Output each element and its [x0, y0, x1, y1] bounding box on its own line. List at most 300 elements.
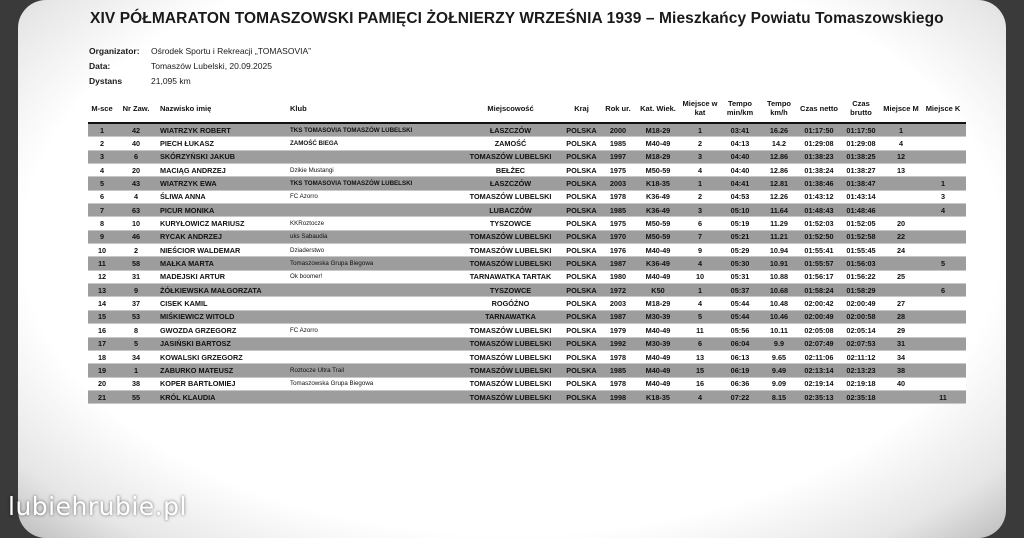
row-net-time: 01:29:08 — [798, 137, 840, 150]
table-row — [88, 310, 966, 323]
row-category-place: 1 — [680, 177, 720, 190]
row-city: TOMASZÓW LUBELSKI — [458, 190, 563, 203]
row-city: ZAMOŚĆ — [458, 137, 563, 150]
row-place-m: 34 — [882, 350, 920, 363]
row-pace: 04:40 — [720, 164, 760, 177]
row-pace: 04:53 — [720, 190, 760, 203]
table-row — [88, 337, 966, 350]
row-gross-time: 02:13:23 — [840, 364, 882, 377]
row-category: M40-49 — [636, 364, 680, 377]
row-place-m — [882, 257, 920, 270]
row-city: TOMASZÓW LUBELSKI — [458, 230, 563, 243]
row-gross-time: 01:48:46 — [840, 204, 882, 217]
page-title: XIV PÓŁMARATON TOMASZOWSKI PAMIĘCI ŻOŁNIERZY WRZEŚNIA 1939 – Mieszkańcy Powiatu Tomaszowskiego — [90, 10, 944, 27]
row-category: M40-49 — [636, 270, 680, 283]
row-category: M40-49 — [636, 350, 680, 363]
row-place: 19 — [88, 364, 116, 377]
row-place: 9 — [88, 230, 116, 243]
row-year: 1987 — [600, 310, 636, 323]
row-place-m: 29 — [882, 324, 920, 337]
row-speed: 10.11 — [760, 324, 798, 337]
row-category: M18-29 — [636, 123, 680, 137]
row-category: M40-49 — [636, 244, 680, 257]
row-category: K36-49 — [636, 204, 680, 217]
row-category: M30-39 — [636, 310, 680, 323]
row-number: 4 — [116, 190, 156, 203]
row-year: 2003 — [600, 177, 636, 190]
row-year: 1975 — [600, 217, 636, 230]
row-pace: 05:56 — [720, 324, 760, 337]
row-net-time: 02:11:06 — [798, 350, 840, 363]
row-category-place: 3 — [680, 150, 720, 163]
row-country: POLSKA — [563, 284, 600, 297]
header-category-place: Miejsce w kat — [680, 94, 720, 123]
row-country: POLSKA — [563, 337, 600, 350]
row-name: CISEK KAMIL — [156, 297, 286, 310]
row-city: BEŁŻEC — [458, 164, 563, 177]
row-name: MADEJSKI ARTUR — [156, 270, 286, 283]
row-place-k — [920, 310, 966, 323]
row-number: 1 — [116, 364, 156, 377]
row-number: 46 — [116, 230, 156, 243]
results-table — [88, 94, 966, 404]
row-category-place: 5 — [680, 310, 720, 323]
row-net-time: 01:55:41 — [798, 244, 840, 257]
row-club: ZAMOŚĆ BIEGA — [286, 137, 458, 150]
row-place: 2 — [88, 137, 116, 150]
row-category-place: 4 — [680, 390, 720, 403]
meta-label: Organizator: — [89, 46, 140, 56]
row-country: POLSKA — [563, 270, 600, 283]
row-club: TKS TOMASOVIA TOMASZÓW LUBELSKI — [286, 123, 458, 137]
row-place-k — [920, 137, 966, 150]
row-number: 63 — [116, 204, 156, 217]
row-number: 2 — [116, 244, 156, 257]
meta-value: Ośrodek Sportu i Rekreacji „TOMASOVIA” — [151, 46, 311, 56]
row-city: TOMASZÓW LUBELSKI — [458, 257, 563, 270]
row-year: 1978 — [600, 190, 636, 203]
row-city: ŁASZCZÓW — [458, 177, 563, 190]
row-country: POLSKA — [563, 190, 600, 203]
row-country: POLSKA — [563, 217, 600, 230]
header-city: Miejscowość — [458, 94, 563, 123]
row-club: Tomaszowska Grupa Biegowa — [286, 377, 458, 390]
row-gross-time: 01:55:45 — [840, 244, 882, 257]
row-net-time: 01:55:57 — [798, 257, 840, 270]
row-category-place: 16 — [680, 377, 720, 390]
row-club: FC Azorro — [286, 324, 458, 337]
row-category-place: 2 — [680, 137, 720, 150]
row-place: 8 — [88, 217, 116, 230]
row-city: ŁASZCZÓW — [458, 123, 563, 137]
row-country: POLSKA — [563, 204, 600, 217]
row-country: POLSKA — [563, 364, 600, 377]
row-category-place: 15 — [680, 364, 720, 377]
row-gross-time: 01:17:50 — [840, 123, 882, 137]
row-category-place: 9 — [680, 244, 720, 257]
row-place-m — [882, 177, 920, 190]
row-net-time: 01:38:46 — [798, 177, 840, 190]
row-number: 40 — [116, 137, 156, 150]
row-category-place: 10 — [680, 270, 720, 283]
row-pace: 05:31 — [720, 270, 760, 283]
table-header — [88, 94, 966, 123]
row-place-m: 31 — [882, 337, 920, 350]
row-speed: 12.86 — [760, 164, 798, 177]
row-place-k: 1 — [920, 177, 966, 190]
row-speed: 9.09 — [760, 377, 798, 390]
row-category: K18-35 — [636, 177, 680, 190]
row-speed: 12.81 — [760, 177, 798, 190]
row-number: 38 — [116, 377, 156, 390]
row-place-k — [920, 377, 966, 390]
row-gross-time: 01:52:05 — [840, 217, 882, 230]
row-name: WIATRZYK ROBERT — [156, 123, 286, 137]
row-city: TARNAWATKA — [458, 310, 563, 323]
row-category-place: 1 — [680, 284, 720, 297]
row-place-k: 4 — [920, 204, 966, 217]
table-row — [88, 230, 966, 243]
row-club — [286, 297, 458, 310]
row-number: 10 — [116, 217, 156, 230]
row-gross-time: 02:19:18 — [840, 377, 882, 390]
table-row — [88, 257, 966, 270]
row-place-k: 5 — [920, 257, 966, 270]
header-name: Nazwisko imię — [156, 94, 286, 123]
row-place-k — [920, 350, 966, 363]
header-pace: Tempo min/km — [720, 94, 760, 123]
row-speed: 9.49 — [760, 364, 798, 377]
row-name: KOPER BARTŁOMIEJ — [156, 377, 286, 390]
row-name: KRÓL KLAUDIA — [156, 390, 286, 403]
row-pace: 06:13 — [720, 350, 760, 363]
header-place-m: Miejsce M — [882, 94, 920, 123]
row-speed: 11.29 — [760, 217, 798, 230]
row-place-m: 25 — [882, 270, 920, 283]
row-gross-time: 01:43:14 — [840, 190, 882, 203]
row-year: 1979 — [600, 324, 636, 337]
row-city: TYSZOWCE — [458, 284, 563, 297]
row-name: ŻÓŁKIEWSKA MAŁGORZATA — [156, 284, 286, 297]
row-year: 1998 — [600, 390, 636, 403]
row-category-place: 2 — [680, 190, 720, 203]
row-club: TKS TOMASOVIA TOMASZÓW LUBELSKI — [286, 177, 458, 190]
row-place: 17 — [88, 337, 116, 350]
row-year: 1976 — [600, 244, 636, 257]
table-row — [88, 204, 966, 217]
row-number: 53 — [116, 310, 156, 323]
row-number: 20 — [116, 164, 156, 177]
header-nr: Nr Zaw. — [116, 94, 156, 123]
row-number: 43 — [116, 177, 156, 190]
row-place-k — [920, 337, 966, 350]
row-place-m: 38 — [882, 364, 920, 377]
meta-label: Dystans — [89, 76, 123, 86]
row-category-place: 11 — [680, 324, 720, 337]
row-place-m: 28 — [882, 310, 920, 323]
row-pace: 05:30 — [720, 257, 760, 270]
table-row — [88, 270, 966, 283]
row-place: 12 — [88, 270, 116, 283]
table-row — [88, 350, 966, 363]
row-category-place: 4 — [680, 257, 720, 270]
row-place-m: 12 — [882, 150, 920, 163]
row-speed: 14.2 — [760, 137, 798, 150]
row-country: POLSKA — [563, 150, 600, 163]
table-row — [88, 377, 966, 390]
row-pace: 05:44 — [720, 297, 760, 310]
row-place-m: 24 — [882, 244, 920, 257]
row-place: 14 — [88, 297, 116, 310]
row-year: 2003 — [600, 297, 636, 310]
row-category-place: 13 — [680, 350, 720, 363]
row-category-place: 4 — [680, 164, 720, 177]
row-place: 6 — [88, 190, 116, 203]
row-pace: 06:04 — [720, 337, 760, 350]
row-name: JASIŃSKI BARTOSZ — [156, 337, 286, 350]
row-category: K36-49 — [636, 190, 680, 203]
table-row — [88, 324, 966, 337]
row-country: POLSKA — [563, 123, 600, 137]
row-place-m: 4 — [882, 137, 920, 150]
row-country: POLSKA — [563, 244, 600, 257]
row-year: 1975 — [600, 164, 636, 177]
row-pace: 05:19 — [720, 217, 760, 230]
table-row — [88, 190, 966, 203]
header-net-time: Czas netto — [798, 94, 840, 123]
row-year: 2000 — [600, 123, 636, 137]
row-place: 13 — [88, 284, 116, 297]
row-year: 1985 — [600, 204, 636, 217]
row-place-k: 11 — [920, 390, 966, 403]
table-row — [88, 164, 966, 177]
row-name: MAŁKA MARTA — [156, 257, 286, 270]
meta-value: 21,095 km — [151, 76, 191, 86]
row-net-time: 01:38:24 — [798, 164, 840, 177]
row-year: 1978 — [600, 350, 636, 363]
row-name: NIEŚCIOR WALDEMAR — [156, 244, 286, 257]
row-city: TOMASZÓW LUBELSKI — [458, 337, 563, 350]
row-speed: 10.46 — [760, 310, 798, 323]
row-place-k: 3 — [920, 190, 966, 203]
row-category: M50-59 — [636, 230, 680, 243]
row-speed: 11.21 — [760, 230, 798, 243]
row-city: ROGÓŹNO — [458, 297, 563, 310]
row-net-time: 01:58:24 — [798, 284, 840, 297]
row-pace: 05:10 — [720, 204, 760, 217]
site-watermark: lubiehrubie.pl — [8, 492, 187, 521]
row-gross-time: 02:00:58 — [840, 310, 882, 323]
row-club: Ok boomer! — [286, 270, 458, 283]
row-place: 16 — [88, 324, 116, 337]
row-net-time: 01:56:17 — [798, 270, 840, 283]
row-club — [286, 150, 458, 163]
table-body — [88, 123, 966, 404]
row-place-m: 22 — [882, 230, 920, 243]
header-speed: Tempo km/h — [760, 94, 798, 123]
row-club: KKRoztocze — [286, 217, 458, 230]
row-speed: 9.65 — [760, 350, 798, 363]
row-year: 1997 — [600, 150, 636, 163]
row-name: KURYŁOWICZ MARIUSZ — [156, 217, 286, 230]
row-name: KOWALSKI GRZEGORZ — [156, 350, 286, 363]
row-country: POLSKA — [563, 164, 600, 177]
row-year: 1985 — [600, 364, 636, 377]
row-name: ŚLIWA ANNA — [156, 190, 286, 203]
row-number: 31 — [116, 270, 156, 283]
row-net-time: 02:13:14 — [798, 364, 840, 377]
row-country: POLSKA — [563, 324, 600, 337]
row-gross-time: 01:58:29 — [840, 284, 882, 297]
row-number: 55 — [116, 390, 156, 403]
row-place: 4 — [88, 164, 116, 177]
row-name: MACIĄG ANDRZEJ — [156, 164, 286, 177]
row-gross-time: 01:38:25 — [840, 150, 882, 163]
row-place: 21 — [88, 390, 116, 403]
row-speed: 10.68 — [760, 284, 798, 297]
row-year: 1980 — [600, 270, 636, 283]
row-net-time: 01:43:12 — [798, 190, 840, 203]
row-speed: 9.9 — [760, 337, 798, 350]
row-country: POLSKA — [563, 137, 600, 150]
row-net-time: 02:00:49 — [798, 310, 840, 323]
row-city: TOMASZÓW LUBELSKI — [458, 324, 563, 337]
row-club — [286, 310, 458, 323]
table-row — [88, 217, 966, 230]
row-city: TOMASZÓW LUBELSKI — [458, 377, 563, 390]
row-year: 1985 — [600, 137, 636, 150]
row-net-time: 02:35:13 — [798, 390, 840, 403]
row-club — [286, 204, 458, 217]
row-country: POLSKA — [563, 377, 600, 390]
row-place: 15 — [88, 310, 116, 323]
header-year: Rok ur. — [600, 94, 636, 123]
row-name: RYCAK ANDRZEJ — [156, 230, 286, 243]
row-year: 1992 — [600, 337, 636, 350]
row-net-time: 01:52:50 — [798, 230, 840, 243]
row-number: 34 — [116, 350, 156, 363]
row-place: 1 — [88, 123, 116, 137]
row-number: 58 — [116, 257, 156, 270]
row-year: 1972 — [600, 284, 636, 297]
row-city: TOMASZÓW LUBELSKI — [458, 364, 563, 377]
row-pace: 04:41 — [720, 177, 760, 190]
row-gross-time: 01:56:22 — [840, 270, 882, 283]
meta-label: Data: — [89, 61, 111, 71]
row-net-time: 01:52:03 — [798, 217, 840, 230]
table-row — [88, 177, 966, 190]
row-club — [286, 284, 458, 297]
row-club — [286, 337, 458, 350]
row-pace: 04:40 — [720, 150, 760, 163]
row-name: PICUR MONIKA — [156, 204, 286, 217]
row-pace: 05:29 — [720, 244, 760, 257]
row-gross-time: 02:05:14 — [840, 324, 882, 337]
row-country: POLSKA — [563, 350, 600, 363]
row-number: 42 — [116, 123, 156, 137]
row-place-m — [882, 390, 920, 403]
row-country: POLSKA — [563, 297, 600, 310]
row-place: 7 — [88, 204, 116, 217]
row-city: TOMASZÓW LUBELSKI — [458, 350, 563, 363]
row-club — [286, 390, 458, 403]
row-club: Tomaszowska Grupa Biegowa — [286, 257, 458, 270]
row-year: 1978 — [600, 377, 636, 390]
table-row — [88, 364, 966, 377]
header-place-k: Miejsce K — [920, 94, 966, 123]
table-row — [88, 297, 966, 310]
row-place-k — [920, 324, 966, 337]
row-number: 6 — [116, 150, 156, 163]
row-country: POLSKA — [563, 390, 600, 403]
row-pace: 06:19 — [720, 364, 760, 377]
row-net-time: 01:48:43 — [798, 204, 840, 217]
row-name: MIŚKIEWICZ WITOLD — [156, 310, 286, 323]
row-category: M50-59 — [636, 164, 680, 177]
row-name: PIECH ŁUKASZ — [156, 137, 286, 150]
row-club: Roztocze Ultra Trail — [286, 364, 458, 377]
row-gross-time: 01:38:47 — [840, 177, 882, 190]
row-gross-time: 02:35:18 — [840, 390, 882, 403]
table-row — [88, 390, 966, 403]
row-place-m — [882, 204, 920, 217]
row-place-m: 1 — [882, 123, 920, 137]
row-place-m: 40 — [882, 377, 920, 390]
row-speed: 8.15 — [760, 390, 798, 403]
header-place: M-sce — [88, 94, 116, 123]
results-sheet — [68, 0, 968, 538]
row-number: 37 — [116, 297, 156, 310]
row-category: M40-49 — [636, 137, 680, 150]
row-pace: 03:41 — [720, 123, 760, 137]
row-speed: 10.88 — [760, 270, 798, 283]
row-place-k — [920, 150, 966, 163]
row-speed: 10.94 — [760, 244, 798, 257]
row-gross-time: 02:07:53 — [840, 337, 882, 350]
row-pace: 07:22 — [720, 390, 760, 403]
row-place-k — [920, 244, 966, 257]
row-number: 8 — [116, 324, 156, 337]
row-category: M18-29 — [636, 150, 680, 163]
row-place: 3 — [88, 150, 116, 163]
row-place-k — [920, 270, 966, 283]
row-city: TARNAWATKA TARTAK — [458, 270, 563, 283]
header-country: Kraj — [563, 94, 600, 123]
row-place: 5 — [88, 177, 116, 190]
row-speed: 12.86 — [760, 150, 798, 163]
row-place-k — [920, 230, 966, 243]
row-year: 1970 — [600, 230, 636, 243]
row-net-time: 02:00:42 — [798, 297, 840, 310]
row-pace: 04:13 — [720, 137, 760, 150]
row-number: 9 — [116, 284, 156, 297]
row-gross-time: 01:52:58 — [840, 230, 882, 243]
row-number: 5 — [116, 337, 156, 350]
row-city: TOMASZÓW LUBELSKI — [458, 244, 563, 257]
row-net-time: 01:17:50 — [798, 123, 840, 137]
row-pace: 05:37 — [720, 284, 760, 297]
row-net-time: 02:07:49 — [798, 337, 840, 350]
row-gross-time: 01:29:08 — [840, 137, 882, 150]
row-name: GWOZDA GRZEGORZ — [156, 324, 286, 337]
row-city: LUBACZÓW — [458, 204, 563, 217]
row-pace: 06:36 — [720, 377, 760, 390]
row-gross-time: 02:11:12 — [840, 350, 882, 363]
row-speed: 16.26 — [760, 123, 798, 137]
row-place-k: 6 — [920, 284, 966, 297]
header-category: Kat. Wiek. — [636, 94, 680, 123]
table-row — [88, 150, 966, 163]
